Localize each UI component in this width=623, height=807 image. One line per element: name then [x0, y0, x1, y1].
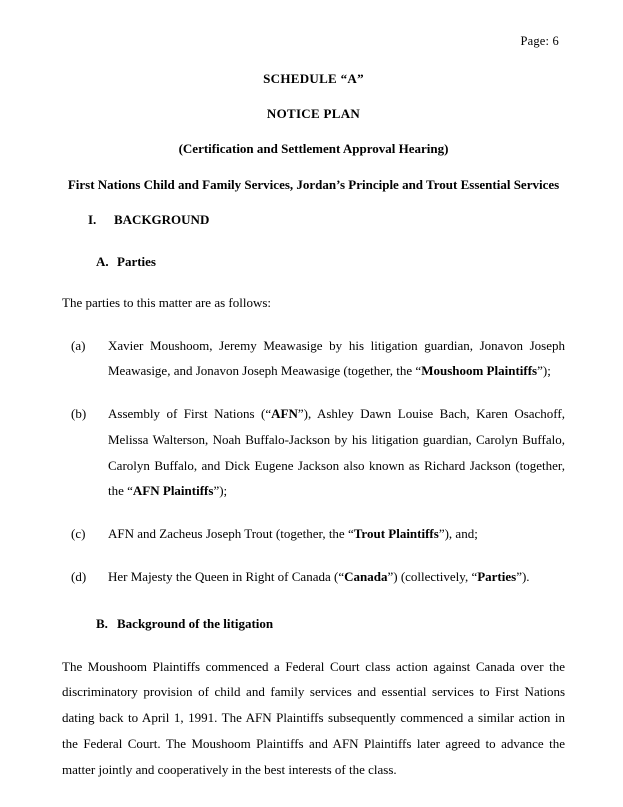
subsection-heading-background-litigation	[62, 616, 565, 632]
list-item-text-d-mid: ”) (collectively, “	[387, 568, 478, 584]
section-number-i: I.	[88, 212, 97, 227]
hearing-line: (Certification and Settlement Approval Hearing)	[178, 141, 449, 156]
page-number: Page: 6	[520, 34, 559, 48]
list-item-bold-a: Moushoom Plaintiffs	[421, 363, 538, 379]
list-item-bold-b-1: AFN	[271, 406, 298, 422]
list-item	[62, 521, 565, 547]
list-item-label-d: (d)	[71, 568, 87, 584]
list-item-label-b: (b)	[71, 406, 87, 422]
list-item	[62, 564, 565, 590]
list-item-text-a-after: ”);	[537, 363, 551, 379]
section-title-background: BACKGROUND	[114, 212, 210, 227]
subsection-number-b: B.	[96, 615, 108, 631]
list-item-text-b-after: ”);	[213, 483, 228, 499]
list-item-bold-d-2: Parties	[477, 568, 517, 584]
subsection-title-background-litigation: Background of the litigation	[117, 615, 274, 631]
subsection-heading-parties	[62, 254, 565, 270]
section-heading-background	[62, 212, 565, 228]
list-item-label-c: (c)	[71, 526, 86, 542]
list-item-bold-d-1: Canada	[344, 568, 388, 584]
document-title: SCHEDULE “A”	[263, 71, 364, 86]
document-subtitle: NOTICE PLAN	[266, 106, 361, 121]
list-item-bold-c: Trout Plaintiffs	[353, 526, 439, 542]
list-item-text-b-mid: ”), Ashley Dawn Louise Bach, Karen Osachoff, Melissa Walterson, Noah Buffalo-Jackson by his litigation guardian, Carolyn Buffalo, Carolyn Buffalo, and Dick Eugene Jackson also known as Richard Jackson (together, the “	[108, 406, 565, 499]
list-item-bold-b-2: AFN Plaintiffs	[132, 483, 214, 499]
list-item-label-a: (a)	[71, 337, 86, 353]
list-item-text-d-after: ”).	[516, 568, 530, 584]
list-item-text-a-before: Xavier Moushoom, Jeremy Meawasige by his litigation guardian, Jonavon Joseph Meawasige, and Jonavon Joseph Meawasige (together, the “	[108, 337, 565, 379]
subsection-title-parties: Parties	[117, 254, 156, 269]
list-item-text-d-before: Her Majesty the Queen in Right of Canada (“	[108, 568, 345, 584]
list-item-text-b-before: Assembly of First Nations (“	[108, 406, 272, 422]
parties-intro-paragraph: The parties to this matter are as follows:	[62, 295, 272, 310]
subsection-number-a: A.	[96, 254, 109, 269]
list-item-text-c-after: ”), and;	[438, 526, 478, 542]
list-item-text-c-before: AFN and Zacheus Joseph Trout (together, the “	[108, 526, 354, 542]
list-item	[62, 401, 565, 504]
background-paragraph: The Moushoom Plaintiffs commenced a Federal Court class action against Canada over the discriminatory provision of child and family services and essential services to First Nations dating back to April 1, 1991. The AFN Plaintiffs subsequently commenced a similar action in the Federal Court. The Moushoom Plaintiffs and AFN Plaintiffs later agreed to advance the matter jointly and cooperatively in the best interests of the class.	[62, 658, 565, 777]
list-item	[62, 333, 565, 384]
matter-line: First Nations Child and Family Services, Jordan’s Principle and Trout Essential Services	[67, 177, 560, 192]
